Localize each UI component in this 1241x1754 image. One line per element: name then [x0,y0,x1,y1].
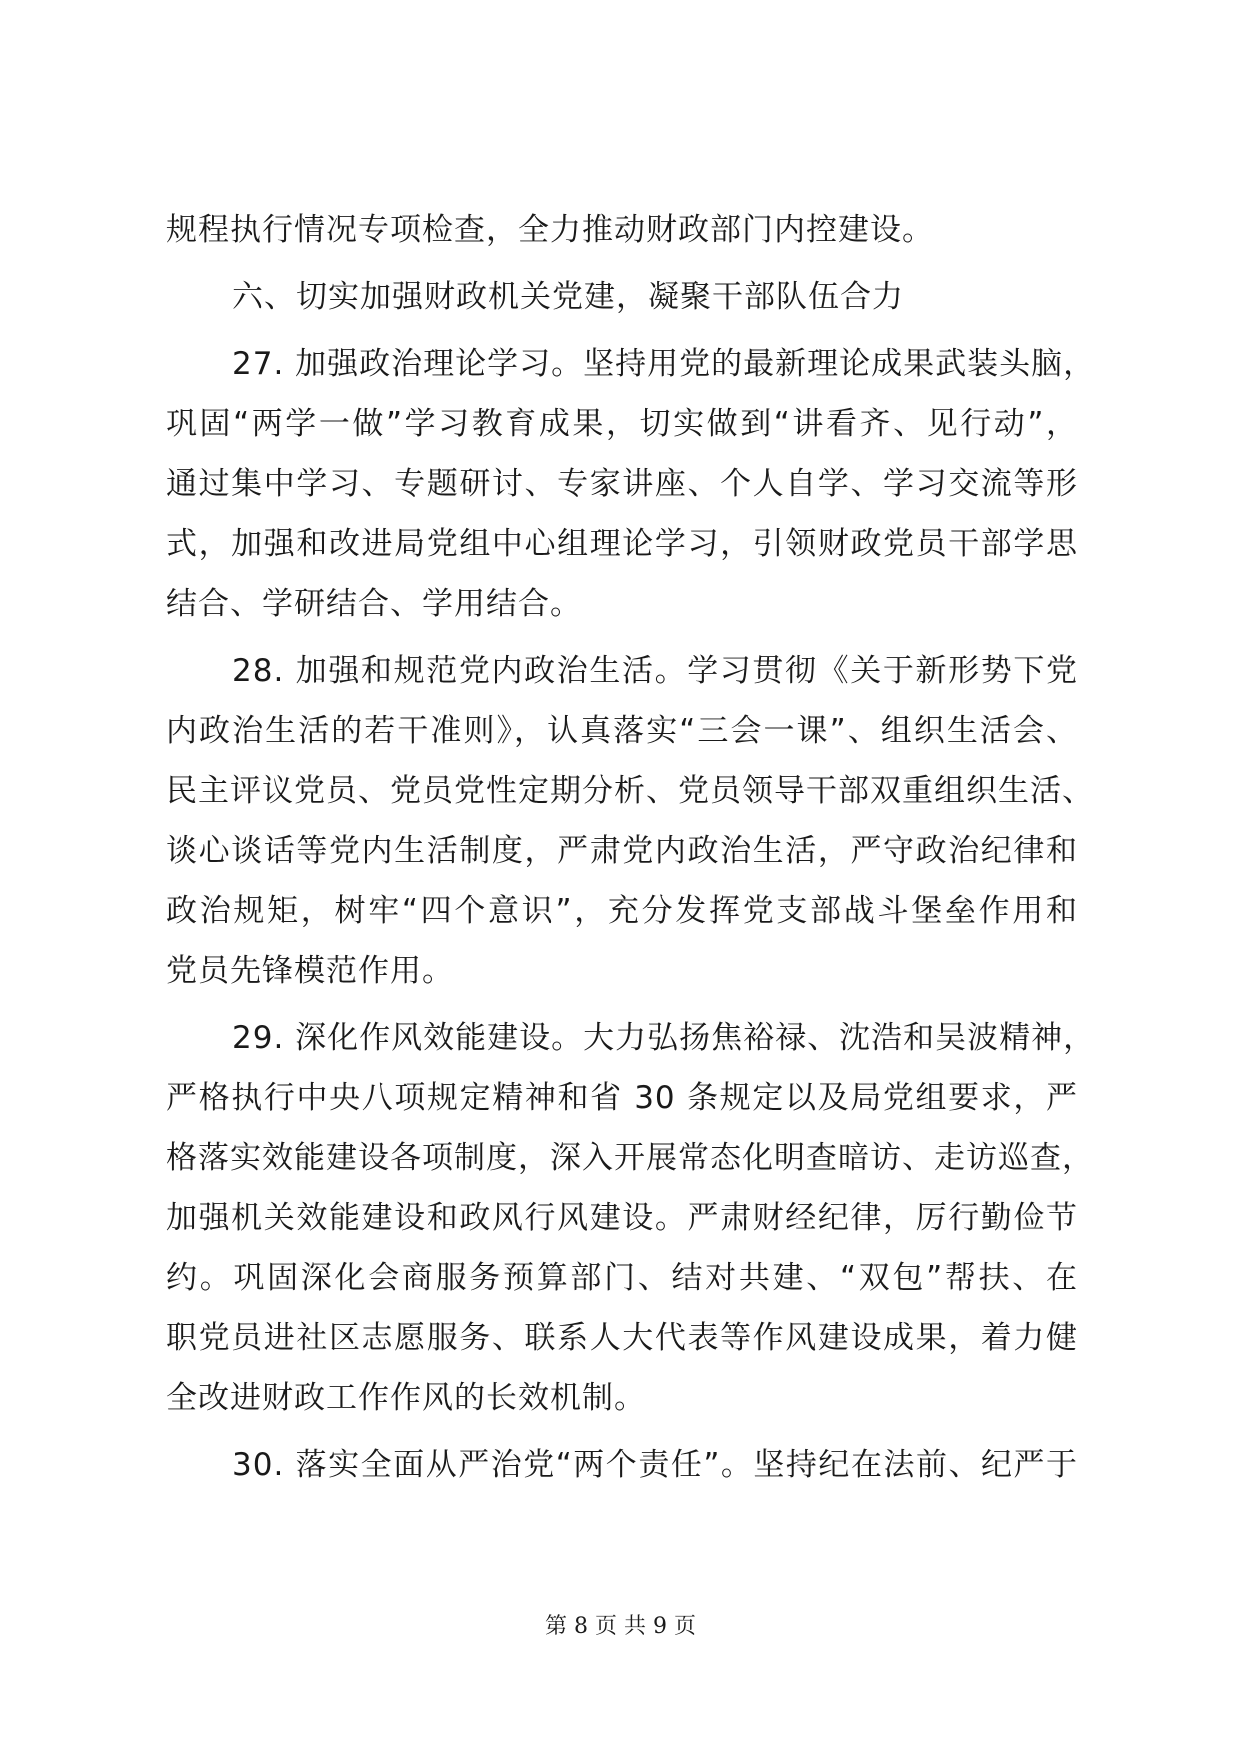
text-line: 内政治生活的若干准则》，认真落实“三会一课”、组织生活会、 [166,713,1078,749]
text-line: 式，加强和改进局党组中心组理论学习，引领财政党员干部学思 [166,526,1078,562]
text-line: 党员先锋模范作用。 [166,953,454,989]
text-line: 通过集中学习、专题研讨、专家讲座、个人自学、学习交流等形 [166,466,1078,502]
text-line: 谈心谈话等党内生活制度，严肃党内政治生活，严守政治纪律和 [166,833,1078,869]
text-line: 全改进财政工作作风的长效机制。 [166,1380,646,1416]
document-body [166,200,1096,1495]
text-line: 职党员进社区志愿服务、联系人大代表等作风建设成果，着力健 [166,1320,1078,1356]
text-line: 30. 落实全面从严治党“两个责任”。坚持纪在法前、纪严于 [232,1447,1078,1483]
text-line: 27. 加强政治理论学习。坚持用党的最新理论成果武装头脑， [232,346,1096,382]
text-line: 28. 加强和规范党内政治生活。学习贯彻《关于新形势下党 [232,653,1078,689]
section-heading: 六、切实加强财政机关党建，凝聚干部队伍合力 [232,279,904,315]
page-number: 第 8 页 共 9 页 [545,1614,696,1639]
text-line: 政治规矩，树牢“四个意识”，充分发挥党支部战斗堡垒作用和 [166,893,1078,929]
text-line: 加强机关效能建设和政风行风建设。严肃财经纪律，厉行勤俭节 [166,1200,1078,1236]
text-line: 民主评议党员、党员党性定期分析、党员领导干部双重组织生活、 [166,773,1094,809]
text-line: 结合、学研结合、学用结合。 [166,586,582,622]
text-line: 格落实效能建设各项制度，深入开展常态化明查暗访、走访巡查， [166,1140,1094,1176]
text-line: 约。巩固深化会商服务预算部门、结对共建、“双包”帮扶、在 [166,1260,1078,1296]
text-line: 29. 深化作风效能建设。大力弘扬焦裕禄、沈浩和吴波精神， [232,1020,1096,1056]
text-line: 严格执行中央八项规定精神和省 30 条规定以及局党组要求，严 [166,1080,1078,1116]
text-line: 巩固“两学一做”学习教育成果，切实做到“讲看齐、见行动”， [166,406,1078,442]
text-line: 规程执行情况专项检查，全力推动财政部门内控建设。 [166,212,934,248]
